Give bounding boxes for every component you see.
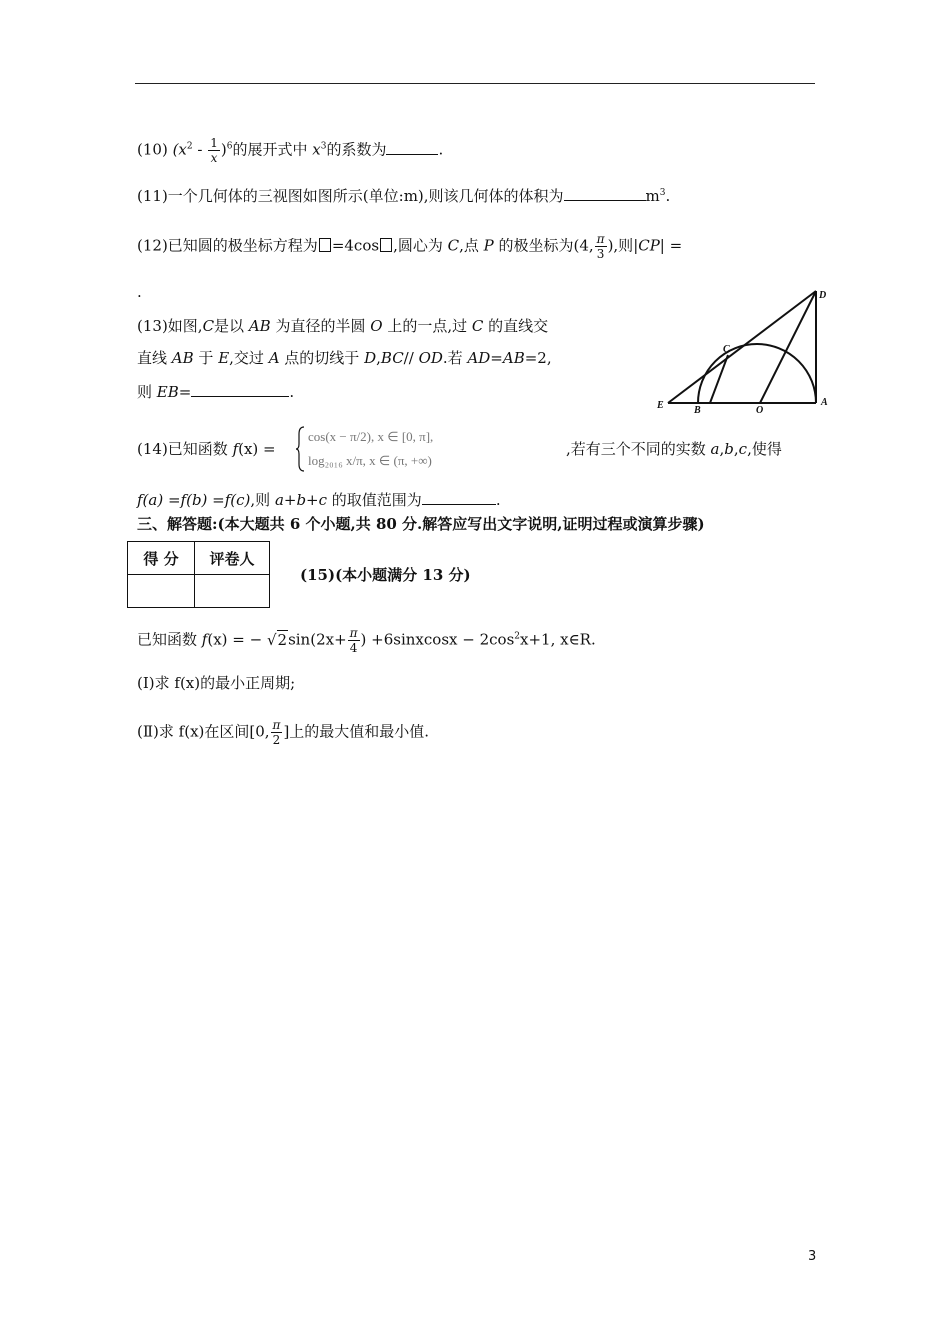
page-number: 3 [808, 1249, 817, 1264]
question-13-line-1: (13)如图,C是以 AB 为直径的半圆 O 上的一点,过 C 的直线交 [137, 317, 549, 335]
missing-glyph-icon [319, 238, 331, 252]
label-B: B [694, 405, 701, 415]
fraction-1-over-x: $\frac{1}{x}$ [210, 136, 218, 165]
question-12-continuation: . [137, 283, 142, 301]
piece-1: cos(x − π/2), x ∈ [0, π], [308, 429, 434, 444]
question-13-line-2: 直线 AB 于 E,交过 A 点的切线于 D,BC// OD.若 AD=AB=2, [137, 349, 552, 367]
score-cell[interactable] [128, 575, 195, 608]
score-table [127, 541, 270, 608]
missing-glyph-icon [380, 238, 392, 252]
label-A: A [821, 397, 828, 408]
label-C: C [723, 344, 730, 355]
piece-2: log₂₀₁₆ x/π, x ∈ (π, +∞) [308, 453, 432, 468]
question-14-line-1: (14)已知函数 f(x) = [137, 440, 276, 458]
grader-cell[interactable] [195, 575, 270, 608]
grader-header: 评卷人 [195, 542, 270, 575]
line-OD [760, 291, 816, 403]
geometry-figure [650, 285, 840, 415]
sqrt-2: √2 [266, 630, 288, 649]
piecewise-function [296, 424, 566, 474]
question-14-line-1-tail: ,若有三个不同的实数 a,b,c,使得 [566, 440, 782, 458]
question-11: (11)一个几何体的三视图如图所示(单位:m),则该几何体的体积为 $m^3$. [137, 187, 671, 205]
answer-blank[interactable] [386, 140, 438, 155]
question-15-part-2: (Ⅱ)求 f(x)在区间[0, $\frac{\pi}{2}$ ]上的最大值和最小值. [137, 718, 430, 747]
question-15-part-1: (Ⅰ)求 f(x)的最小正周期; [137, 674, 296, 692]
label-D: D [819, 290, 827, 301]
fraction-pi-over-2: $\frac{\pi}{2}$ [272, 718, 281, 747]
question-10: (10) ($x^2$ - $\frac{1}{x}$ )$^6$的展开式中 $x^3$的系数为 . [137, 136, 444, 165]
question-13-line-3: 则 EB= . [137, 383, 295, 401]
header-rule [135, 83, 815, 84]
score-header: 得 分 [128, 542, 195, 575]
question-15-function: 已知函数 f(x) = − √2sin(2x+ $\frac{\pi}{4}$ ) +6sinxcosx − $2\cos^2x+1$, x∈R. [137, 626, 596, 655]
answer-blank[interactable] [564, 186, 646, 201]
line-BC [710, 355, 728, 403]
question-14-line-2: f(a) =f(b) =f(c),则 a+b+c 的取值范围为 . [137, 491, 501, 509]
question-15-title: (15)(本小题满分 13 分) [300, 566, 471, 584]
semicircle [698, 344, 816, 403]
answer-blank[interactable] [191, 382, 289, 397]
line-ED [668, 291, 816, 403]
fraction-pi-over-3: $\frac{\pi}{3}$ [596, 232, 605, 261]
section-3-heading: 三、解答题:(本大题共 6 个小题,共 80 分.解答应写出文字说明,证明过程或演算步骤) [137, 515, 705, 533]
question-12: (12)已知圆的极坐标方程为 =4cos ,圆心为 C,点 P 的极坐标为(4, $\frac{\pi}{3}$ ),则|CP| = [137, 232, 683, 261]
answer-blank[interactable] [422, 490, 496, 505]
label-O: O [756, 405, 764, 415]
label-E: E [657, 400, 664, 411]
fraction-pi-over-4: $\frac{\pi}{4}$ [349, 626, 358, 655]
